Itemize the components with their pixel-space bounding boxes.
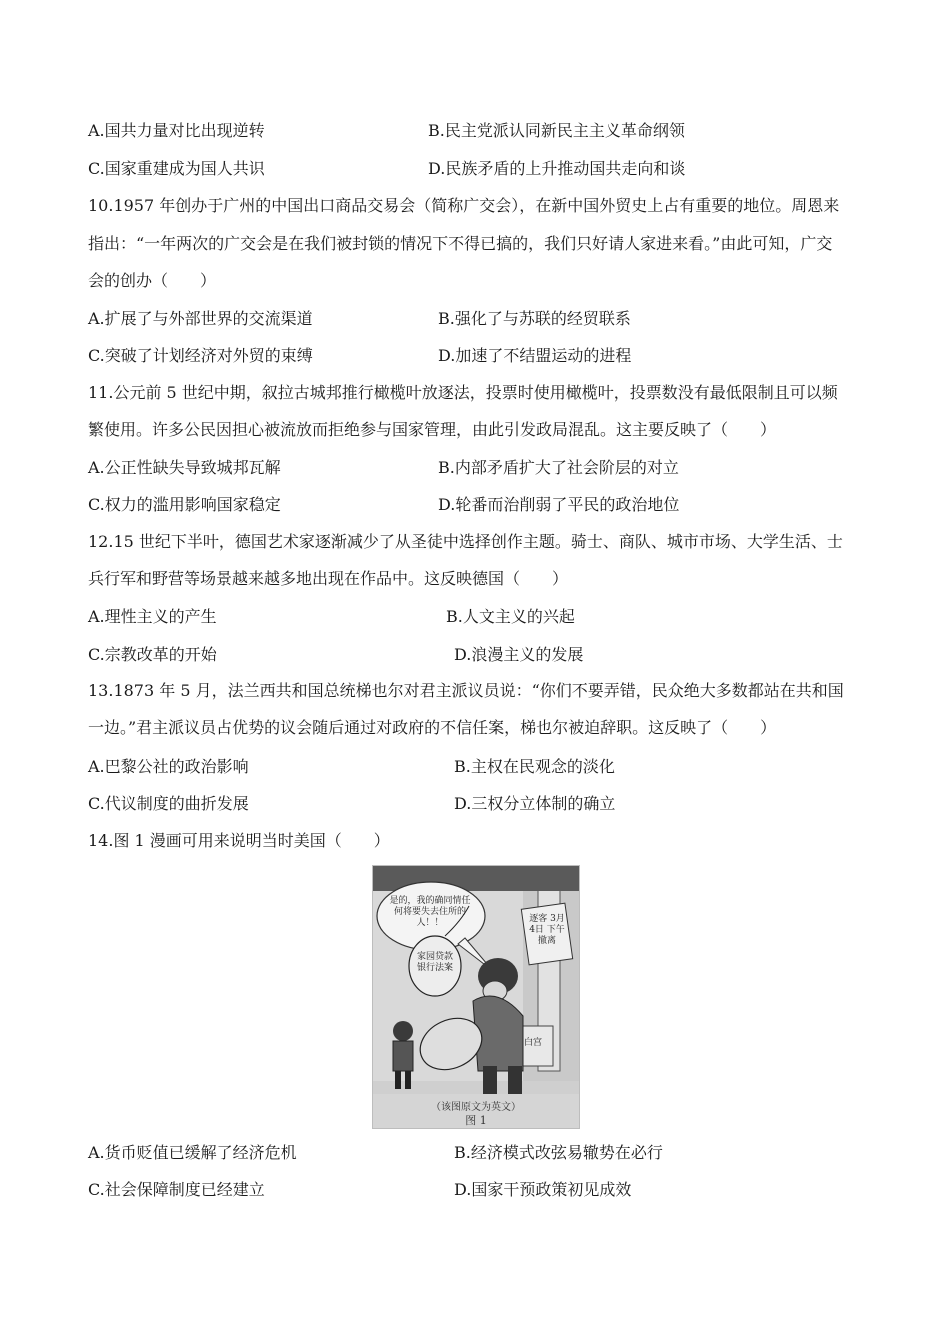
q10-option-b: B.强化了与苏联的经贸联系 bbox=[438, 309, 631, 328]
q9-option-d: D.民族矛盾的上升推动国共走向和谈 bbox=[428, 159, 686, 178]
q13-option-d: D.三权分立体制的确立 bbox=[454, 794, 616, 813]
q9-option-c: C.国家重建成为国人共识 bbox=[88, 159, 265, 178]
cartoon-figure bbox=[372, 865, 580, 1129]
q14-stem-line1: 14.图 1 漫画可用来说明当时美国（ ） bbox=[88, 831, 390, 850]
figure-caption: 图 1 bbox=[465, 1114, 487, 1127]
q12-stem-line2: 兵行军和野营等场景越来越多地出现在作品中。这反映德国（ ） bbox=[88, 569, 569, 588]
q12-stem-line1: 12.15 世纪下半叶，德国艺术家逐渐减少了从圣徒中选择创作主题。骑士、商队、城市市场、大学生活、士 bbox=[88, 532, 843, 551]
q13-option-a: A.巴黎公社的政治影响 bbox=[88, 757, 249, 776]
q11-option-d: D.轮番而治削弱了平民的政治地位 bbox=[438, 495, 680, 514]
cartoon-building-label: 白宫 bbox=[523, 1038, 542, 1048]
q10-option-c: C.突破了计划经济对外贸的束缚 bbox=[88, 346, 313, 365]
q11-stem-line2: 繁使用。许多公民因担心被流放而拒绝参与国家管理，由此引发政局混乱。这主要反映了（ ） bbox=[88, 420, 777, 439]
q10-option-a: A.扩展了与外部世界的交流渠道 bbox=[88, 309, 313, 328]
cartoon-notice-sign: 逐客 3月4日 下午撤离 bbox=[529, 914, 565, 946]
q12-option-b: B.人文主义的兴起 bbox=[446, 607, 575, 626]
q11-option-a: A.公正性缺失导致城邦瓦解 bbox=[88, 458, 281, 477]
q13-option-b: B.主权在民观念的淡化 bbox=[454, 757, 615, 776]
q14-option-a: A.货币贬值已缓解了经济危机 bbox=[88, 1143, 297, 1162]
cartoon-speech-bubble: 是的，我的确同情任何将要失去住所的人！！ bbox=[389, 896, 471, 928]
q14-option-b: B.经济模式改弦易辙势在必行 bbox=[454, 1143, 663, 1162]
q14-option-d: D.国家干预政策初见成效 bbox=[454, 1180, 632, 1199]
q10-stem-line2: 指出：“一年两次的广交会是在我们被封锁的情况下不得已搞的，我们只好请人家进来看。”由此可知，广交 bbox=[88, 234, 833, 253]
q13-option-c: C.代议制度的曲折发展 bbox=[88, 794, 249, 813]
figure-caption-note: （该图原文为英文） bbox=[431, 1102, 521, 1113]
q10-stem-line1: 10.1957 年创办于广州的中国出口商品交易会（简称广交会），在新中国外贸史上占有重要的地位。周恩来 bbox=[88, 196, 840, 215]
cartoon-bag-label: 家园贷款银行法案 bbox=[417, 952, 454, 973]
q12-option-c: C.宗教改革的开始 bbox=[88, 645, 217, 664]
q13-stem-line2: 一边。”君主派议员占优势的议会随后通过对政府的不信任案，梯也尔被迫辞职。这反映了（ ） bbox=[88, 718, 777, 737]
q10-option-d: D.加速了不结盟运动的进程 bbox=[438, 346, 632, 365]
q10-stem-line3: 会的创办（ ） bbox=[88, 271, 217, 290]
q9-option-b: B.民主党派认同新民主主义革命纲领 bbox=[428, 121, 685, 140]
q11-stem-line1: 11.公元前 5 世纪中期，叙拉古城邦推行橄榄叶放逐法，投票时使用橄榄叶，投票数没有最低限制且可以频 bbox=[88, 383, 838, 402]
q11-option-c: C.权力的滥用影响国家稳定 bbox=[88, 495, 281, 514]
q12-option-d: D.浪漫主义的发展 bbox=[454, 645, 584, 664]
q11-option-b: B.内部矛盾扩大了社会阶层的对立 bbox=[438, 458, 679, 477]
q12-option-a: A.理性主义的产生 bbox=[88, 607, 217, 626]
q13-stem-line1: 13.1873 年 5 月，法兰西共和国总统梯也尔对君主派议员说：“你们不要弄错，民众绝大多数都站在共和国 bbox=[88, 681, 844, 700]
q14-option-c: C.社会保障制度已经建立 bbox=[88, 1180, 265, 1199]
q9-option-a: A.国共力量对比出现逆转 bbox=[88, 121, 265, 140]
